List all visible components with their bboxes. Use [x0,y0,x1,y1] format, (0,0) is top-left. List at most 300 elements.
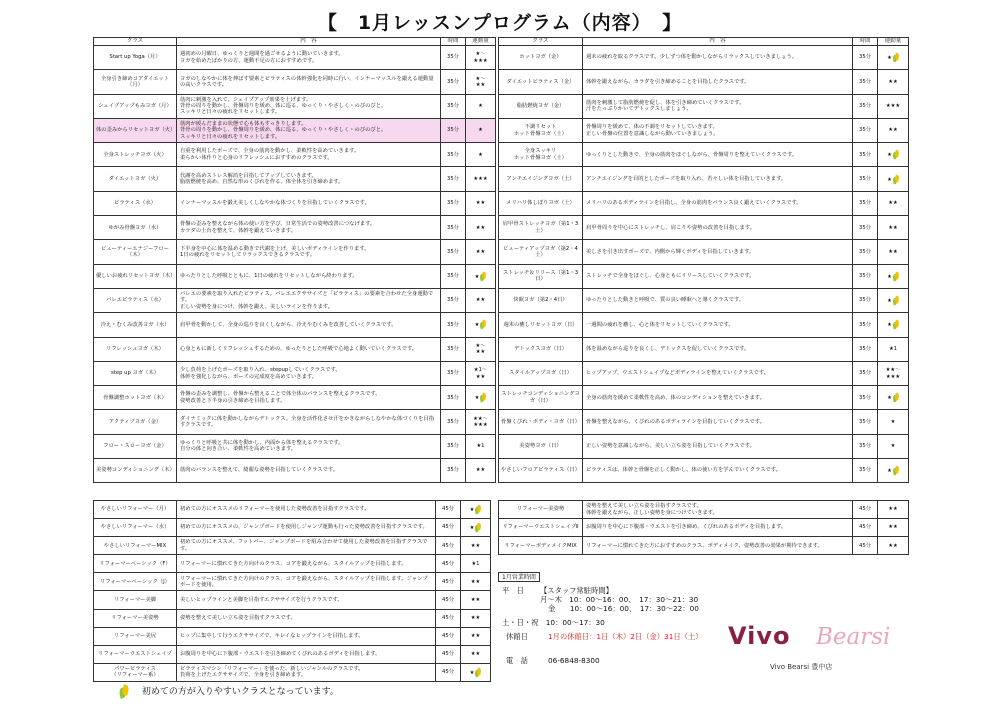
beginner-leaf-icon [120,685,129,699]
class-name [94,191,177,215]
class-description [177,216,441,240]
class-duration-text: 35分 [858,321,872,328]
class-description-text: 筋肉を刺激して脂肪燃焼を促し、体を引き締めていくクラスです。 汗をたっぷりかいてデトックスしましょう。 [586,99,745,113]
class-level-text: ★★ [470,614,481,621]
class-row [499,46,909,70]
class-description [177,70,441,94]
class-description-text: 姿勢を整えて美しい立ち姿を目指すクラスです。 [180,614,296,621]
class-level-text: ★1 [476,443,485,450]
class-duration-text: 35分 [446,273,460,280]
class-level [466,191,496,215]
class-row [94,46,496,70]
class-row [499,386,909,410]
class-row [499,537,909,555]
class-level [461,591,491,609]
beginner-leaf-icon [893,175,899,184]
class-row [94,240,496,264]
class-description [583,167,853,191]
class-duration [441,337,466,361]
class-name [94,264,177,288]
class-level [466,216,496,240]
class-row [94,410,496,434]
beginner-leaf-icon [893,466,899,475]
beginner-leaf-icon [893,296,899,305]
class-name-text: ストレッチ＆リリース（第1・3日） [502,269,579,283]
class-level [466,46,496,70]
class-description [177,118,441,142]
class-level [466,167,496,191]
class-level [878,537,909,555]
class-level [461,645,491,663]
class-name [94,337,177,361]
class-duration [853,216,878,240]
class-description-text: ピラティスは、体幹と骨盤を正しく動かし、体の使い方を学んでいくクラスです。 [586,467,781,474]
class-duration-text: 35分 [858,273,872,280]
class-description-text: ヒップに集中して行うエクササイズで、キレイなヒップラインを目指します。 [180,633,364,639]
class-name [499,46,583,70]
class-duration [436,609,461,627]
class-name [499,337,583,361]
class-row [94,94,496,118]
class-row [94,216,496,240]
class-row [94,434,496,458]
class-duration [441,361,466,385]
class-row [94,264,496,288]
class-duration-text: 35分 [446,175,460,182]
class-description [177,591,436,609]
class-duration [853,46,878,70]
class-name-text: シェイプアップもみヨガ（月） [98,103,172,110]
class-row [94,663,491,681]
class-description-text: 肩甲骨周りを中心にストレッチし、肩こりや姿勢の改善を目指します。 [586,224,756,231]
class-level-text: ★★ [470,651,481,658]
tel-label: 電 話 [506,656,528,665]
class-row [94,313,496,337]
class-description [583,288,853,312]
class-name-text: 全身ストレッチヨガ（火） [103,151,167,158]
class-level [878,410,909,434]
class-level [466,313,496,337]
class-description [177,537,436,555]
class-row [94,645,491,663]
class-name-text: 優しいお疲れリセットヨガ（木） [96,273,176,280]
class-name [94,143,177,167]
class-level [878,459,909,483]
class-duration [441,410,466,434]
class-name-text: やさしいリフォーマー（月） [100,506,170,513]
class-description [177,609,436,627]
class-name [94,240,177,264]
staff-hours-label: 【スタッフ常駐時間】 [540,586,613,595]
right-schedule-table [498,37,909,483]
class-level [466,434,496,458]
class-name-text: リフォーマーウエストシェイプⅡ [502,524,579,531]
class-description [177,167,441,191]
class-level [878,46,909,70]
class-duration-text: 45分 [441,506,455,513]
class-level [878,519,909,537]
class-duration [853,519,878,537]
class-name [94,609,177,627]
class-description-text: リフォーマーに慣れてきた方向けのクラス、コアを鍛えながら、スタイルアップを目指します。 [180,560,407,567]
class-duration-text: 35分 [858,443,872,450]
class-level-text: ★★ [475,467,486,474]
class-duration [853,361,878,385]
class-name-text: リフォーマーボディメイクMIX [504,542,577,549]
class-duration [436,537,461,555]
class-level-text: ★★ [888,78,898,85]
class-name [94,118,177,142]
class-name [499,118,583,142]
weekend-hours: 土・日・祝 10：00〜17：30 [502,618,605,627]
class-duration-text: 45分 [441,524,455,531]
class-name [499,501,583,519]
class-name [499,264,583,288]
beginner-leaf-icon [475,668,481,677]
class-duration [853,459,878,483]
header-duration: 時間 [853,38,878,46]
class-duration [853,94,878,118]
class-description-text: 代謝を高めストレス解消を目指してアップしていきます。 脂肪燃焼を高め、自然な形のくびれを作る、体全体を引き締めます。 [180,172,344,186]
class-name-text: ダイエットヨガ（火） [108,175,162,182]
class-description [583,313,853,337]
class-level-text: ★ [469,669,475,676]
class-level-text: ★ [474,395,480,402]
class-name [94,627,177,645]
class-level-text: ★ [469,525,475,532]
class-name-text: 美姿勢ヨガ（日） [519,443,562,450]
fri-hours: 金 10：00〜16：00、 17：30〜22：00 [548,604,699,613]
class-duration [853,386,878,410]
class-duration [853,313,878,337]
class-name [499,434,583,458]
class-name-text: フロー・スローヨガ（金） [103,443,167,450]
class-name-text: ストレッチコンディショニングヨガ（日） [501,391,580,404]
class-level [461,609,491,627]
class-duration [436,519,461,537]
class-name [499,288,583,312]
class-level-text: ★1〜 ★★ [473,367,488,380]
class-description [177,46,441,70]
class-name-text: スタイルアップヨガ（日） [508,370,573,377]
class-duration [853,70,878,94]
class-level [466,70,496,94]
class-name-text: リフレッシュヨガ（木） [106,346,164,352]
class-name [499,240,583,264]
beginner-leaf-icon [475,523,481,532]
vivo-bearsi-logo [728,622,898,674]
class-duration-text: 35分 [446,321,460,328]
class-description-text: 初めての方にオススメのリフォーマーを使用した姿勢改善を目指すクラスです。 [180,506,370,513]
class-level [461,573,491,591]
class-description-text: 美しいヒップラインと美脚を目指すエクササイズを行うクラスです。 [180,596,343,603]
class-level-text: ★★ [888,200,898,207]
class-description-text: ゆっくりと呼吸と共に体を動かし、内面から体を整えるクラスです。 自分の体と向き合い、柔軟性を高めていきます。 [180,439,344,453]
class-duration [441,216,466,240]
class-level [461,519,491,537]
logo-main-text: Vivo [728,622,791,650]
class-duration-text: 45分 [441,614,455,621]
beginner-leaf-icon [893,53,899,62]
class-description-text: 体を温めながら巡りを良くし、デトックスを促していくクラスです。 [586,346,750,352]
class-duration-text: 35分 [446,54,460,61]
class-description-text: ダイナミックに体を動かしながらデトックス。全身を活性化させ汗をかきながらしなやかな体づくりを目指すクラスです。 [180,415,434,429]
class-name-text: Start up Yoga（月） [109,54,161,61]
beginner-leaf-icon [480,320,486,329]
class-description-text: お腹周りを中心に下腹部・ウエストを引き締め、くびれのあるボディを目指します。 [586,524,787,531]
class-description [177,264,441,288]
class-duration [436,627,461,645]
class-row [94,501,491,519]
class-description [177,94,441,118]
class-description-text: 正しい姿勢を意識しながら、美しい立ち姿を目指していくクラスです。 [586,443,755,450]
class-level [878,118,909,142]
class-level-text: ★ [890,443,896,450]
class-duration [436,501,461,519]
class-level-text: ★ [469,507,475,514]
class-level [878,191,909,215]
class-name-text: アンチエイジングヨガ（土） [506,175,575,182]
class-duration-text: 35分 [858,418,872,425]
class-level-text: ★1 [471,560,480,567]
class-duration [436,591,461,609]
class-description [177,143,441,167]
class-duration [853,501,878,519]
class-row [94,519,491,537]
class-description-text: お腹周りを中心に下腹部・ウエストを引き締めてくびれのあるボディを目指します。 [180,651,381,658]
class-row [499,118,909,142]
class-description [583,216,853,240]
class-duration [441,264,466,288]
class-name-text: バレエピラティス（水） [106,297,164,304]
class-row [94,118,496,142]
class-description-text: 骨盤の歪みを調整し、骨盤から整えることで体全体のバランスを整えるクラスです。 姿勢改善と下半身の引き締めを目指します。 [180,391,381,404]
beginner-leaf-icon [480,393,486,402]
class-duration-text: 35分 [446,346,460,352]
class-description-text: ゆっくりとした動きで、全身の筋肉をほぐしながら、骨盤周りを整えていくクラスです。 [586,151,798,158]
class-name-text: 肩甲骨ストレッチヨガ（第1・3土） [502,221,579,234]
class-duration-text: 35分 [858,370,872,377]
class-level-text: ★ [887,55,892,62]
class-name-text: ビューティアップヨガ（第2・4土） [503,245,578,259]
class-description-text: インナーマッスルを鍛え美しくしなやかな体づくりを目指していくクラスです。 [180,200,370,207]
class-duration-text: 35分 [446,248,460,255]
class-level-text: ★★★ [885,103,901,110]
class-name-text: 脂肪燃焼ヨガ（金） [516,103,565,110]
class-description-text: 初めての方にオススメの、ジャンプボードを使用しジャンプ運動も行った姿勢改善を目指すクラスです。 [180,524,428,531]
class-level-text: ★〜 ★★ [475,342,486,356]
class-level [466,94,496,118]
weekday-label: 平 日 [502,586,524,595]
class-name [499,94,583,118]
beginner-leaf-icon [893,320,899,329]
class-duration-text: 35分 [858,297,872,304]
class-level [466,386,496,410]
class-description-text: 筋肉に刺激を入れて、シェイプアップ効果を上げます。 背骨の周りを動かし、骨盤周りを緩め、体に巡る、ゆっくり・やさしく・のびのびと。 スッキリと日々の疲れをリセットします。 [180,96,387,116]
class-name [499,216,583,240]
class-duration-text: 35分 [446,127,460,134]
class-row [94,361,496,385]
class-duration-text: 45分 [858,524,872,531]
class-name [499,70,583,94]
class-description-text: 週末の疲れを取るクラスです。少しずつ体を動かしながらリラックスしていきましょう。 [586,54,798,61]
class-level-text: ★ [887,468,892,475]
class-name-text: リフォーマーベーシック（F） [99,560,171,567]
class-description [583,361,853,385]
class-name-text: ダイエットピラティス（金） [506,78,575,85]
class-row [499,70,909,94]
left-reformer-table [93,500,491,682]
class-duration [436,573,461,591]
class-row [499,264,909,288]
class-name [94,459,177,483]
class-duration [441,94,466,118]
class-name [94,313,177,337]
class-description [583,143,853,167]
class-level [878,501,909,519]
class-level-text: ★ [887,273,892,280]
class-description-text: ヨガのしなやかに体を伸ばす要素とピラティスの体幹強化を同時に行い、インナーマッスルを鍛える運動量の高いクラスです。 [180,75,434,88]
class-level-text: ★★★ [473,175,488,182]
class-description [177,627,436,645]
class-description-text: リフォーマーに慣れてきた方におすすめのクラス、ボディメイク、姿勢改善の効果が期待できます。 [586,542,823,549]
class-level-text: ★ [887,298,892,305]
class-duration [441,459,466,483]
class-duration [853,434,878,458]
class-level [878,143,909,167]
class-duration-text: 35分 [858,346,872,352]
class-description [177,240,441,264]
class-description [583,434,853,458]
class-duration-text: 45分 [858,506,872,513]
class-description [583,410,853,434]
class-name [94,519,177,537]
class-name [499,191,583,215]
class-description [177,645,436,663]
class-description [177,288,441,312]
class-duration [853,167,878,191]
class-name [94,645,177,663]
class-level [878,216,909,240]
class-row [499,216,909,240]
class-name-text: デトックスヨガ（日） [514,346,567,352]
class-level-text: ★1 [888,346,898,352]
class-name [94,386,177,410]
class-name-text: 快眠ヨガ（第2・4日） [513,297,568,304]
class-duration-text: 35分 [858,151,872,158]
class-description-text: 少し負荷を上げたポーズを取り入れ、stepupしていくクラスです。 体幹を強化しながら、ポーズの完成度を高めていきます。 [180,367,341,380]
class-description-text: ゆったりとした呼吸とともに、1日の疲れをリセットしながら終わります。 [180,273,358,280]
class-level-text: ★〜 ★★★ [473,51,488,64]
class-description [583,501,853,519]
class-description [177,361,441,385]
beginner-leaf-icon [893,150,899,159]
logo-script-text: Bearsi [816,624,891,650]
beginner-leaf-icon [480,272,486,281]
class-duration [441,313,466,337]
class-level-text: ★★ [888,127,898,134]
class-duration-text: 45分 [441,669,455,676]
class-name [499,386,583,410]
class-level [878,434,909,458]
class-level-text: ★〜 ★★ [475,75,486,88]
header-content: 内 容 [583,38,853,46]
class-description [177,573,436,591]
class-level [461,663,491,681]
class-level [466,459,496,483]
class-name-text: リフォーマー美脚 [113,596,157,603]
class-name [94,501,177,519]
class-description-text: 一週間の疲れを癒し、心と体をリセットしていくクラスです。 [586,321,734,328]
class-level [466,410,496,434]
class-duration-text: 35分 [446,418,460,425]
class-name [499,361,583,385]
class-row [94,573,491,591]
holiday-label: 休館日 [506,632,528,641]
class-level [466,288,496,312]
class-duration [853,264,878,288]
class-row [499,459,909,483]
class-level [461,627,491,645]
class-name [499,313,583,337]
class-level [878,288,909,312]
class-name-text: 骨盤くびれ・ボディ・ヨガ（日） [501,418,581,425]
class-level-text: ★★ [475,248,486,255]
class-row [499,501,909,519]
holiday-value: 1月の休館日：1日（木）2日（金）31日（土） [548,632,703,641]
class-row [94,337,496,361]
class-name-text: ビューティーエナジーフロー（木） [100,245,170,259]
class-description [583,240,853,264]
class-name-text: パワーピラティス （リフォーマー系） [111,665,159,679]
class-name [94,410,177,434]
beginner-leaf-icon [893,393,899,402]
class-row [499,361,909,385]
class-level-text: ★★〜 ★★★ [885,367,901,380]
class-duration-text: 45分 [441,560,455,567]
class-name-text: リフォーマーベーシック（J） [100,578,170,585]
class-row [94,609,491,627]
class-description-text: リフォーマーに慣れてきた方向けのクラス、コアを鍛えながら、スタイルアップを目指します。ジャンプボードを使用。 [180,575,428,588]
class-level-text: ★ [887,322,892,329]
class-name-text: 体の歪みからリセットヨガ（火） [96,127,176,134]
class-description-text: メリハリのあるボディラインを目指し、全身の筋肉をバランス良く鍛えていくクラスです。 [586,200,802,207]
class-description [583,191,853,215]
class-level-text: ★★ [888,524,898,531]
class-level-text: ★★ [888,224,898,231]
class-duration-text: 35分 [858,394,872,401]
class-description [583,94,853,118]
class-level [878,240,909,264]
class-description-text: 下半身を中心に体を温める動きで代謝を上げ、美しいボディラインを作ります。 1日の疲れをリセットしてリラックスできるクラスです。 [180,245,370,259]
class-duration-text: 45分 [441,651,455,658]
class-level [878,313,909,337]
class-duration [853,288,878,312]
class-name-text: 美姿勢コンディショニング（木） [96,467,175,474]
mon-thu-hours: 月〜木 10：00〜16：00、 17：30〜21：30 [540,595,699,604]
class-duration-text: 45分 [441,596,455,603]
class-row [499,143,909,167]
class-description [583,46,853,70]
class-name-text: 不調リセット ホット骨盤ヨガ（土） [514,124,567,137]
class-name-text: アクティブヨガ（金） [108,418,162,425]
class-duration-text: 35分 [446,103,460,110]
page-title: 【 1月レッスンプログラム（内容） 】 [317,12,683,34]
class-name-text: 週末の癒しリセットヨガ（日） [503,321,578,328]
class-level [878,386,909,410]
class-row [499,94,909,118]
class-name [94,46,177,70]
